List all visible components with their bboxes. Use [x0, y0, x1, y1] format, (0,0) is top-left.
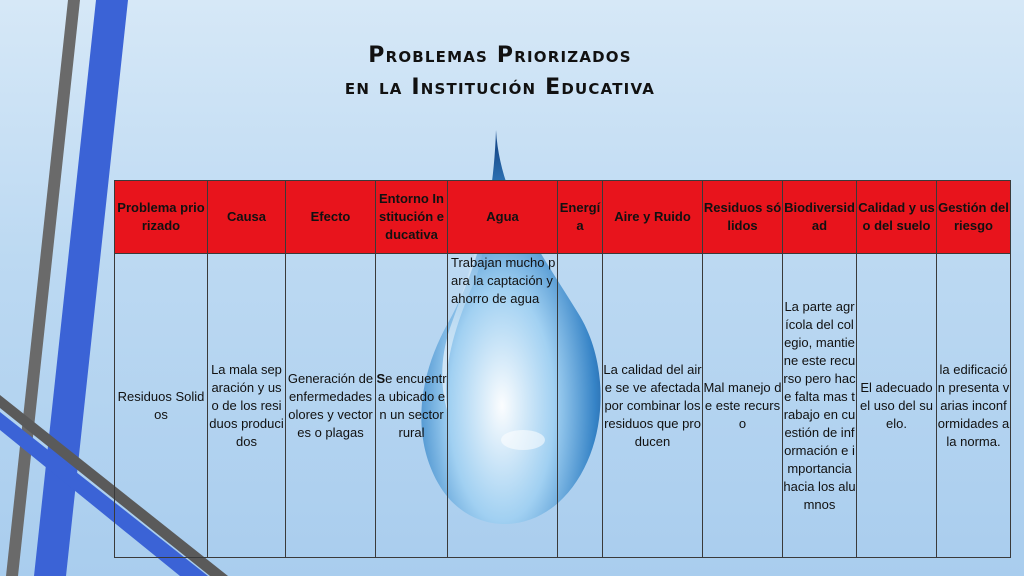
- table-row: [115, 254, 1011, 558]
- header-residuos: Residuos sólidos: [703, 181, 783, 254]
- header-suelo: Calidad y uso del suelo: [857, 181, 937, 254]
- cell-problema: Residuos Solidos: [115, 254, 208, 558]
- cell-entorno: [376, 254, 448, 558]
- title-line-2: en la Institución Educativa: [344, 75, 656, 100]
- slide-title: [240, 40, 760, 104]
- problems-table: [114, 180, 1011, 558]
- header-efecto: Efecto: [286, 181, 376, 254]
- header-aire: Aire y Ruido: [603, 181, 703, 254]
- cell-aire: La calidad del aire se ve afectada por combinar los residuos que producen: [603, 254, 703, 558]
- cell-efecto: Generación de enfermedades olores y vectores o plagas: [286, 254, 376, 558]
- cell-residuos: Mal manejo de este recurso: [703, 254, 783, 558]
- title-line-1: Problemas Priorizados: [368, 43, 632, 68]
- header-riesgo: Gestión del riesgo: [937, 181, 1011, 254]
- header-problema: Problema priorizado: [115, 181, 208, 254]
- cell-entorno-initial: S: [376, 370, 386, 386]
- cell-suelo: El adecuado el uso del suelo.: [857, 254, 937, 558]
- header-biodiversidad: Biodiversidad: [783, 181, 857, 254]
- header-causa: Causa: [208, 181, 286, 254]
- cell-entorno-text: e encuentra ubicado en un sector rural: [377, 370, 447, 440]
- table-header-row: [115, 181, 1011, 254]
- header-energia: Energía: [558, 181, 603, 254]
- header-entorno: Entorno Institución educativa: [376, 181, 448, 254]
- cell-energia: [558, 254, 603, 558]
- header-agua: Agua: [448, 181, 558, 254]
- cell-agua: Trabajan mucho para la captación y ahorro de agua: [448, 254, 558, 558]
- cell-riesgo: la edificación presenta varias inconformidades a la norma.: [937, 254, 1011, 558]
- cell-biodiversidad: La parte agrícola del colegio, mantiene este recurso pero hace falta mas trabajo en cuestión de información e importancia hacia los alumnos: [783, 254, 857, 558]
- cell-causa: La mala separación y uso de los residuos producidos: [208, 254, 286, 558]
